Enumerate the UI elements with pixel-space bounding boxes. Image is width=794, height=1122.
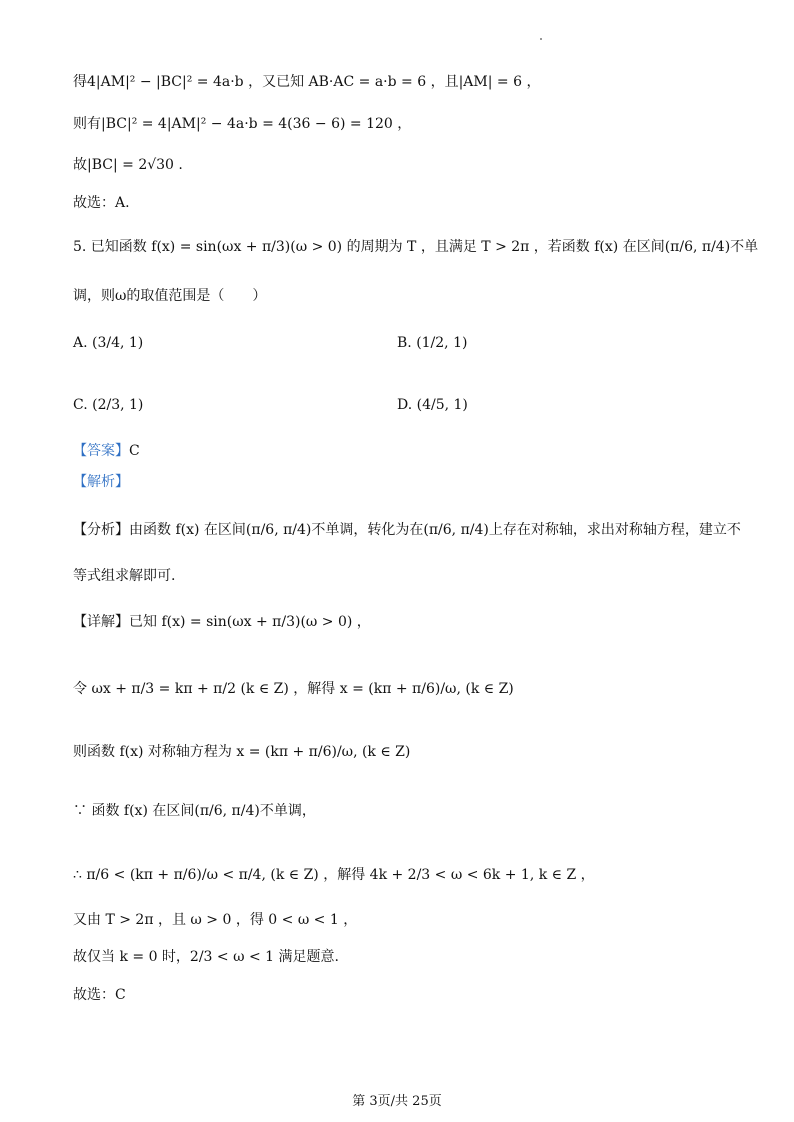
- choice-line: 故选：A.: [73, 195, 130, 211]
- detail-line-7: 故仅当 k = 0 时，2/3 < ω < 1 满足题意.: [73, 949, 339, 965]
- question-5-stem-cont: 调，则ω的取值范围是（ ）: [73, 288, 267, 304]
- detail-line-1: [73, 612, 371, 632]
- detail-line-3: 则函数 f(x) 对称轴方程为 x = (kπ + π/6)/ω, (k ∈ Z): [73, 744, 411, 760]
- scan-dot: [540, 38, 542, 40]
- detail-line-4: ∵ 函数 f(x) 在区间(π/6, π/4)不单调，: [73, 803, 316, 819]
- solution-line-3: 故|BC| = 2√30 .: [73, 157, 183, 173]
- fenxi-tag: 【分析】: [73, 522, 129, 538]
- analysis-line: [73, 472, 129, 492]
- option-c: C. (2/3, 1): [73, 397, 144, 413]
- question-5-stem: 5. 已知函数 f(x) = sin(ωx + π/3)(ω > 0) 的周期为 T ，且满足 T > 2π ，若函数 f(x) 在区间(π/6, π/4)不单: [73, 239, 759, 255]
- option-d: D. (4/5, 1): [397, 397, 468, 413]
- detail-tag: 【详解】: [73, 614, 129, 630]
- answer-line: [73, 441, 140, 461]
- page-footer: 第 3页/共 25页: [352, 1094, 442, 1109]
- solution-line-2: 则有|BC|² = 4|AM|² − 4a·b = 4(36 − 6) = 120 ，: [73, 116, 412, 132]
- detail-line-5: ∴ π/6 < (kπ + π/6)/ω < π/4, (k ∈ Z) ，解得 4k + 2/3 < ω < 6k + 1, k ∈ Z ，: [73, 867, 595, 883]
- fenxi-line-cont: 等式组求解即可.: [73, 568, 176, 584]
- detail-line-6: 又由 T > 2π ，且 ω > 0 ，得 0 < ω < 1 ，: [73, 912, 358, 928]
- detail-line-2: 令 ωx + π/3 = kπ + π/2 (k ∈ Z) ，解得 x = (kπ + π/6)/ω, (k ∈ Z): [73, 681, 514, 697]
- analysis-tag: 【解析】: [73, 474, 129, 490]
- option-b: B. (1/2, 1): [397, 335, 468, 351]
- solution-line-1: 得4|AM|² − |BC|² = 4a·b ，又已知 AB·AC = a·b = 6 ，且|AM| = 6 ，: [73, 74, 541, 90]
- option-a: A. (3/4, 1): [73, 335, 144, 351]
- fenxi-line: [73, 520, 741, 540]
- detail-line-8: 故选：C: [73, 987, 126, 1003]
- answer-tag: 【答案】: [73, 443, 129, 459]
- fenxi-text: 由函数 f(x) 在区间(π/6, π/4)不单调，转化为在(π/6, π/4)上存在对称轴，求出对称轴方程，建立不: [129, 522, 741, 538]
- detail-text-1: 已知 f(x) = sin(ωx + π/3)(ω > 0) ，: [129, 614, 371, 630]
- answer-value: C: [129, 443, 140, 459]
